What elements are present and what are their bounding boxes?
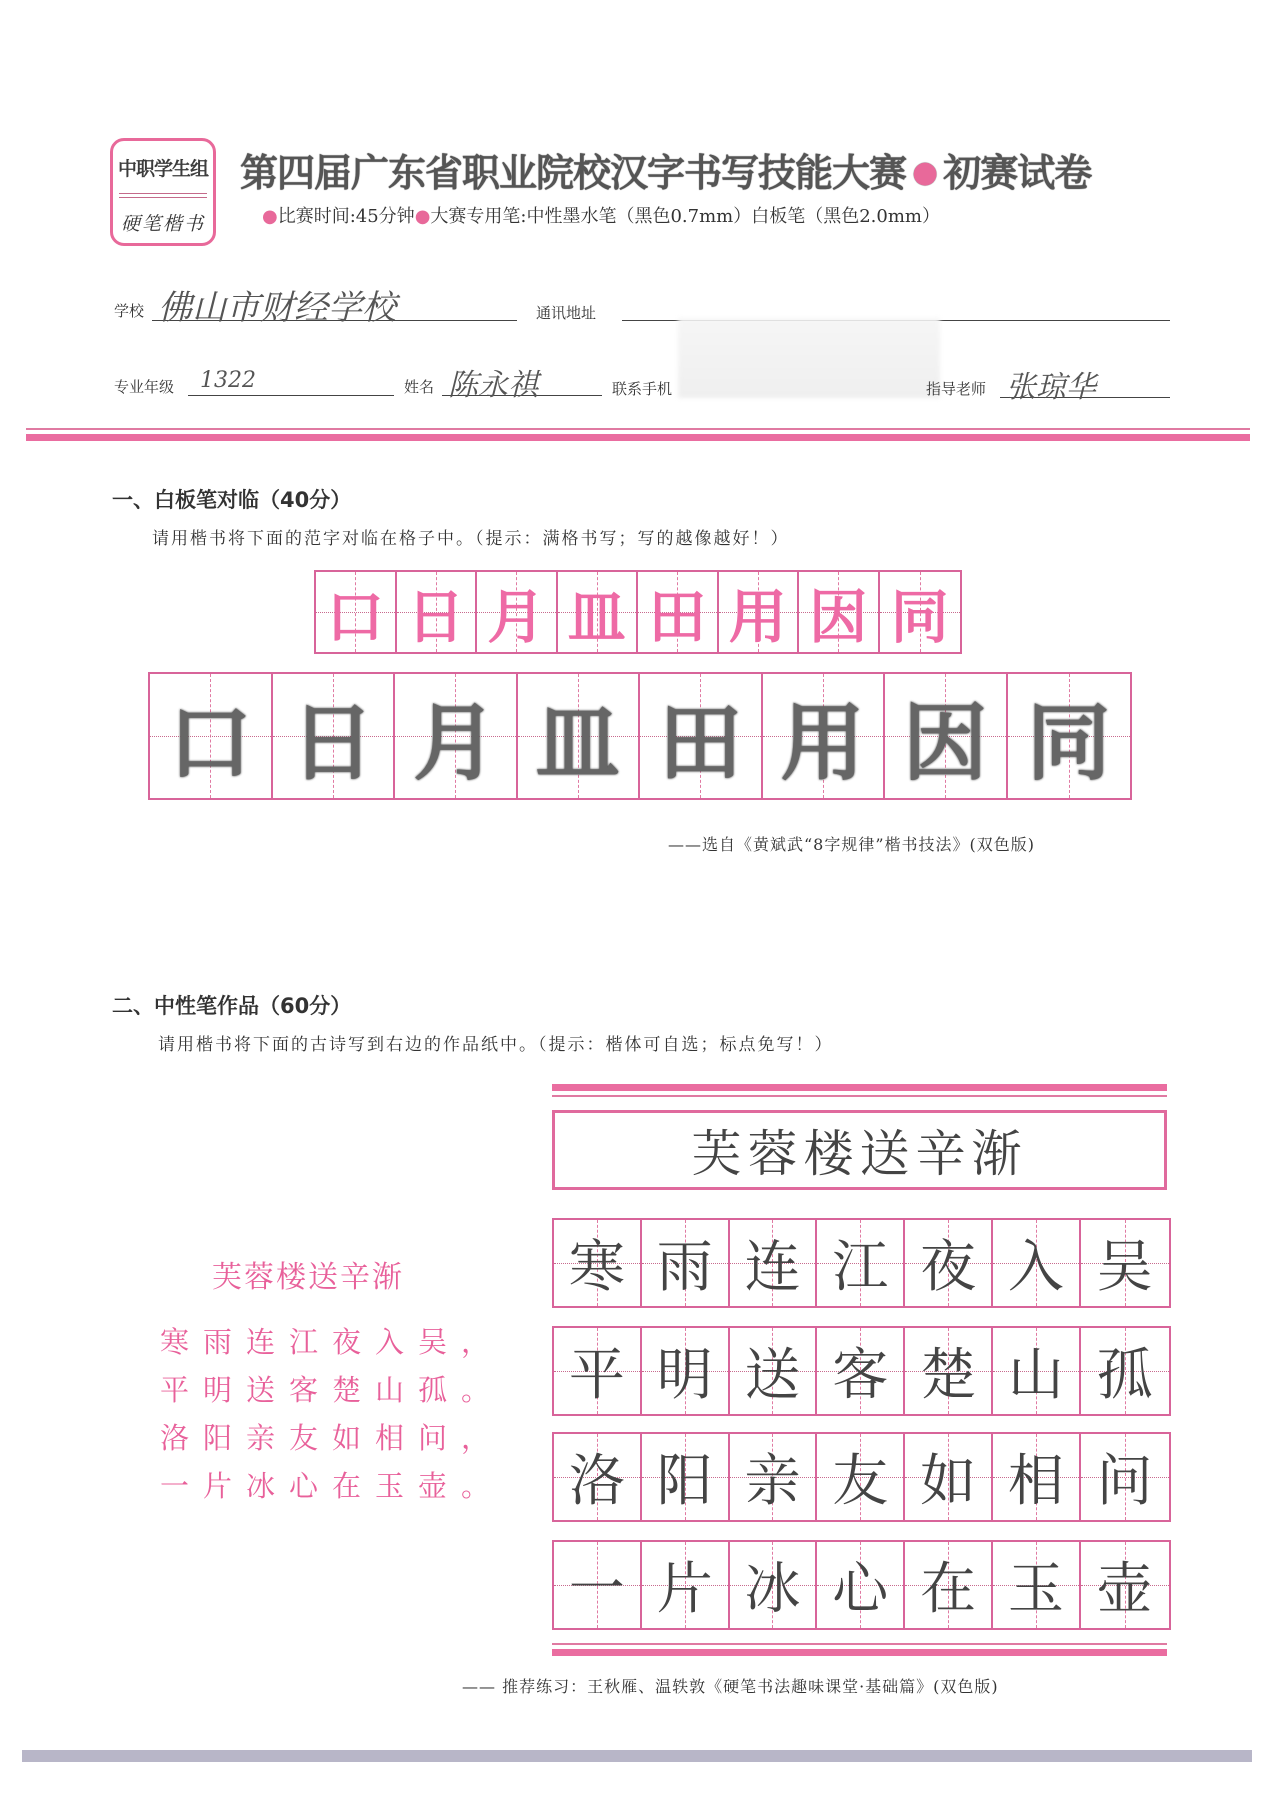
written-char: 田 bbox=[658, 692, 743, 792]
major-grade-label: 专业年级 bbox=[114, 378, 175, 396]
writing-cell[interactable] bbox=[554, 1434, 642, 1520]
written-char: 口 bbox=[168, 692, 253, 792]
written-char: 问 bbox=[1096, 1449, 1153, 1514]
poem-reference-title: 芙蓉楼送辛渐 bbox=[212, 1260, 404, 1295]
written-char: 月 bbox=[413, 692, 498, 792]
writing-cell[interactable] bbox=[554, 1328, 642, 1414]
separator-thin bbox=[26, 428, 1250, 430]
grid-cell bbox=[799, 572, 880, 652]
model-char: 用 bbox=[728, 583, 787, 651]
workpaper-title-box[interactable] bbox=[552, 1110, 1167, 1190]
exam-time: 比赛时间:45分钟 bbox=[277, 206, 415, 227]
written-char: 客 bbox=[832, 1343, 889, 1408]
written-char: 明 bbox=[656, 1343, 713, 1408]
title-main: 第四届广东省职业院校汉字书写技能大赛 bbox=[240, 151, 907, 195]
written-char: 吴 bbox=[1096, 1235, 1153, 1300]
exam-pens: 大赛专用笔:中性墨水笔（黑色0.7mm）白板笔（黑色2.0mm） bbox=[430, 206, 940, 227]
badge-group-label: 中职学生组 bbox=[117, 157, 208, 180]
writing-cell[interactable] bbox=[1081, 1328, 1169, 1414]
model-char: 口 bbox=[326, 583, 385, 651]
written-char: 如 bbox=[920, 1449, 977, 1514]
written-char: 阳 bbox=[656, 1449, 713, 1514]
writing-cell[interactable] bbox=[817, 1542, 905, 1628]
writing-cell[interactable] bbox=[518, 674, 641, 798]
written-char: 楚 bbox=[920, 1343, 977, 1408]
bullet-icon: ● bbox=[414, 206, 431, 227]
writing-cell[interactable] bbox=[885, 674, 1008, 798]
written-char: 平 bbox=[568, 1343, 625, 1408]
poem-row-grid[interactable] bbox=[552, 1540, 1171, 1630]
model-char: 月 bbox=[487, 583, 546, 651]
section1-attribution: ——选自《黄斌武“8字规律”楷书技法》(双色版) bbox=[668, 835, 1036, 854]
written-char: 片 bbox=[656, 1557, 713, 1622]
written-char: 一 bbox=[568, 1557, 625, 1622]
written-char: 因 bbox=[903, 692, 988, 792]
written-char: 用 bbox=[780, 692, 865, 792]
written-char: 夜 bbox=[920, 1235, 977, 1300]
model-char: 田 bbox=[648, 583, 707, 651]
poem-reference-line: 一片冰心在玉壶。 bbox=[160, 1469, 505, 1503]
badge-divider bbox=[119, 193, 207, 198]
school-label: 学校 bbox=[114, 302, 145, 320]
phone-label: 联系手机 bbox=[612, 380, 673, 398]
writing-cell[interactable] bbox=[993, 1434, 1081, 1520]
writing-cell[interactable] bbox=[993, 1542, 1081, 1628]
written-char: 送 bbox=[744, 1343, 801, 1408]
redacted-phone bbox=[678, 318, 940, 398]
workpaper-bottom-thick-line bbox=[552, 1649, 1167, 1656]
writing-cell[interactable] bbox=[817, 1220, 905, 1306]
model-char: 因 bbox=[809, 583, 868, 651]
name-label: 姓名 bbox=[404, 378, 435, 396]
grid-cell bbox=[880, 572, 961, 652]
teacher-value: 张琼华 bbox=[1006, 370, 1096, 405]
poem-reference-line: 寒雨连江夜入吴， bbox=[160, 1325, 505, 1359]
writing-cell[interactable] bbox=[642, 1542, 730, 1628]
written-char: 壶 bbox=[1096, 1557, 1153, 1622]
major-grade-value: 1322 bbox=[200, 368, 256, 393]
writing-cell[interactable] bbox=[273, 674, 396, 798]
writing-cell[interactable] bbox=[905, 1542, 993, 1628]
recommendation-text: —— 推荐练习：王秋雁、温轶敦《硬笔书法趣味课堂·基础篇》(双色版) bbox=[462, 1677, 999, 1696]
written-char: 日 bbox=[290, 692, 375, 792]
section1-heading: 一、白板笔对临（40分） bbox=[112, 488, 352, 512]
writing-cell[interactable] bbox=[642, 1220, 730, 1306]
written-char: 玉 bbox=[1007, 1557, 1064, 1622]
poem-row-grid[interactable] bbox=[552, 1326, 1171, 1416]
written-char: 连 bbox=[744, 1235, 801, 1300]
written-char: 雨 bbox=[656, 1235, 713, 1300]
written-char: 洛 bbox=[568, 1449, 625, 1514]
written-char: 寒 bbox=[568, 1235, 625, 1300]
grid-cell bbox=[397, 572, 478, 652]
name-value: 陈永祺 bbox=[448, 368, 538, 403]
title-bullet-icon: ● bbox=[912, 155, 938, 190]
written-char: 友 bbox=[832, 1449, 889, 1514]
writing-cell[interactable] bbox=[730, 1328, 818, 1414]
group-badge bbox=[110, 138, 216, 246]
writing-cell[interactable] bbox=[993, 1328, 1081, 1414]
major-grade-field[interactable] bbox=[188, 395, 394, 396]
model-char: 同 bbox=[890, 583, 949, 651]
grid-cell bbox=[558, 572, 639, 652]
writing-cell[interactable] bbox=[905, 1434, 993, 1520]
writing-cell[interactable] bbox=[763, 674, 886, 798]
grid-cell bbox=[638, 572, 719, 652]
written-char: 相 bbox=[1007, 1449, 1064, 1514]
workpaper-bottom-thin-line bbox=[552, 1643, 1167, 1645]
grid-cell bbox=[719, 572, 800, 652]
school-value: 佛山市财经学校 bbox=[158, 288, 396, 328]
writing-cell[interactable] bbox=[554, 1220, 642, 1306]
poem-reference-line: 平明送客楚山孤。 bbox=[160, 1373, 505, 1407]
writing-cell[interactable] bbox=[642, 1328, 730, 1414]
section2-instruction: 请用楷书将下面的古诗写到右边的作品纸中。（提示：楷体可自选；标点免写！） bbox=[158, 1035, 834, 1055]
bullet-icon: ● bbox=[262, 206, 278, 227]
writing-cell[interactable] bbox=[640, 674, 763, 798]
poem-row-grid[interactable] bbox=[552, 1432, 1171, 1522]
written-char: 孤 bbox=[1096, 1343, 1153, 1408]
workpaper-top-thick-line bbox=[552, 1084, 1167, 1091]
separator-thick bbox=[26, 434, 1250, 441]
model-char: 皿 bbox=[567, 583, 626, 651]
writing-cell[interactable] bbox=[905, 1328, 993, 1414]
written-char: 心 bbox=[832, 1557, 889, 1622]
writing-cell[interactable] bbox=[817, 1328, 905, 1414]
written-char: 江 bbox=[832, 1235, 889, 1300]
writing-cell[interactable] bbox=[642, 1434, 730, 1520]
writing-cell[interactable] bbox=[1081, 1220, 1169, 1306]
writing-cell[interactable] bbox=[905, 1220, 993, 1306]
practice-character-grid[interactable] bbox=[148, 672, 1132, 800]
writing-cell[interactable] bbox=[395, 674, 518, 798]
teacher-label: 指导老师 bbox=[926, 380, 987, 398]
section1-instruction: 请用楷书将下面的范字对临在格子中。（提示：满格书写；写的越像越好！） bbox=[152, 529, 790, 549]
grid-cell bbox=[477, 572, 558, 652]
written-char: 在 bbox=[920, 1557, 977, 1622]
poem-reference-line: 洛阳亲友如相问， bbox=[160, 1421, 505, 1455]
address-label: 通讯地址 bbox=[536, 304, 597, 322]
written-char: 亲 bbox=[744, 1449, 801, 1514]
title-suffix: 初赛试卷 bbox=[943, 151, 1092, 195]
page-title bbox=[240, 142, 1091, 197]
written-char: 冰 bbox=[744, 1557, 801, 1622]
writing-cell[interactable] bbox=[730, 1434, 818, 1520]
badge-category-label: 硬笔楷书 bbox=[120, 212, 205, 235]
model-char: 日 bbox=[406, 583, 465, 651]
written-char: 入 bbox=[1007, 1235, 1064, 1300]
written-char: 同 bbox=[1026, 692, 1111, 792]
writing-cell[interactable] bbox=[730, 1220, 818, 1306]
writing-cell[interactable] bbox=[730, 1542, 818, 1628]
writing-cell[interactable] bbox=[554, 1542, 642, 1628]
poem-row-grid[interactable] bbox=[552, 1218, 1171, 1308]
model-character-grid bbox=[314, 570, 962, 654]
writing-cell[interactable] bbox=[817, 1434, 905, 1520]
writing-cell[interactable] bbox=[150, 674, 273, 798]
writing-cell[interactable] bbox=[1008, 674, 1131, 798]
exam-info bbox=[262, 202, 940, 228]
section2-heading: 二、中性笔作品（60分） bbox=[112, 994, 352, 1018]
writing-cell[interactable] bbox=[993, 1220, 1081, 1306]
written-char: 皿 bbox=[535, 692, 620, 792]
writing-cell[interactable] bbox=[1081, 1542, 1169, 1628]
workpaper-top-thin-line bbox=[552, 1095, 1167, 1097]
writing-cell[interactable] bbox=[1081, 1434, 1169, 1520]
grid-cell bbox=[316, 572, 397, 652]
written-char: 山 bbox=[1007, 1343, 1064, 1408]
footer-bar bbox=[22, 1750, 1252, 1762]
written-poem-title: 芙蓉楼送辛渐 bbox=[691, 1125, 1028, 1183]
